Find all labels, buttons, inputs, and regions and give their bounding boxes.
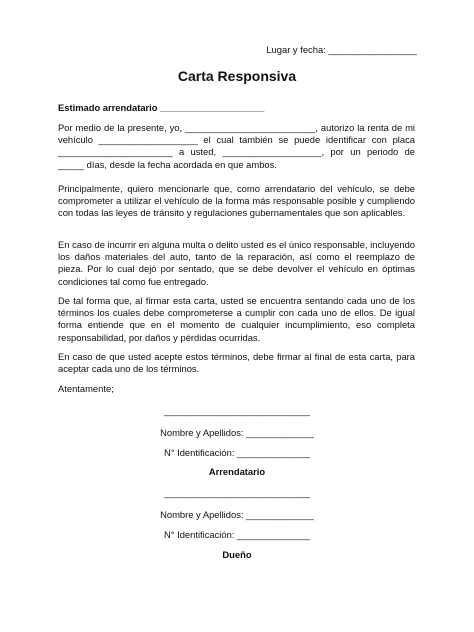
paragraph-acceptance: En caso de que usted acepte estos términos, debe firmar al final de esta carta, para aceptar cada uno de los términos. <box>58 351 415 375</box>
owner-role-label: Dueño <box>222 549 252 560</box>
closing-salutation: Atentamente; <box>58 383 114 394</box>
document-title: Carta Responsiva <box>177 68 297 84</box>
signature-line-owner: ____________________________ <box>164 487 310 498</box>
tenant-name-field: Nombre y Apellidos: _____________ <box>160 427 314 438</box>
owner-name-field: Nombre y Apellidos: _____________ <box>160 509 314 520</box>
greeting-line: Estimado arrendatario ____________________ <box>58 102 265 113</box>
paragraph-liability: En caso de incurrir en alguna multa o delito usted es el único responsable, incluyendo los daños materiales del auto, tanto de la reparación, así como el reemplazo de pieza. Por lo cual dejó por sentado, que se debe devolver el vehículo en óptimas condiciones tal como fue entregado. <box>58 239 415 287</box>
paragraph-commitment: Principalmente, quiero mencionarle que, como arrendatario del vehículo, se debe comprometer a utilizar el vehículo de la forma más responsable posible y cumpliendo con todas las leyes de tránsito y regulaciones gubernamentales que son aplicables. <box>58 183 415 219</box>
signature-line-tenant: ____________________________ <box>164 405 310 416</box>
paragraph-intro: Por medio de la presente, yo, _________________________, autorizo la renta de mi vehículo ___________________ el cual también se puede identificar con placa ______________________ a usted, ___________________, por un periodo de _____ días, desde la fecha acordada en que ambos. <box>58 122 415 170</box>
tenant-id-field: N° Identificación: ______________ <box>163 447 311 458</box>
owner-id-field: N° Identificación: ______________ <box>163 529 311 540</box>
tenant-role-label: Arrendatario <box>208 466 266 477</box>
place-date-field: Lugar y fecha: _________________ <box>266 44 417 55</box>
paragraph-terms: De tal forma que, al firmar esta carta, usted se encuentra sentando cada uno de los términos los cuales debe comprometerse a cumplir con cada uno de ellos. De igual forma entiende que en el momento de cualquier incumplimiento, eso completa responsabilidad, por daños y pérdidas ocurridas. <box>58 295 415 343</box>
